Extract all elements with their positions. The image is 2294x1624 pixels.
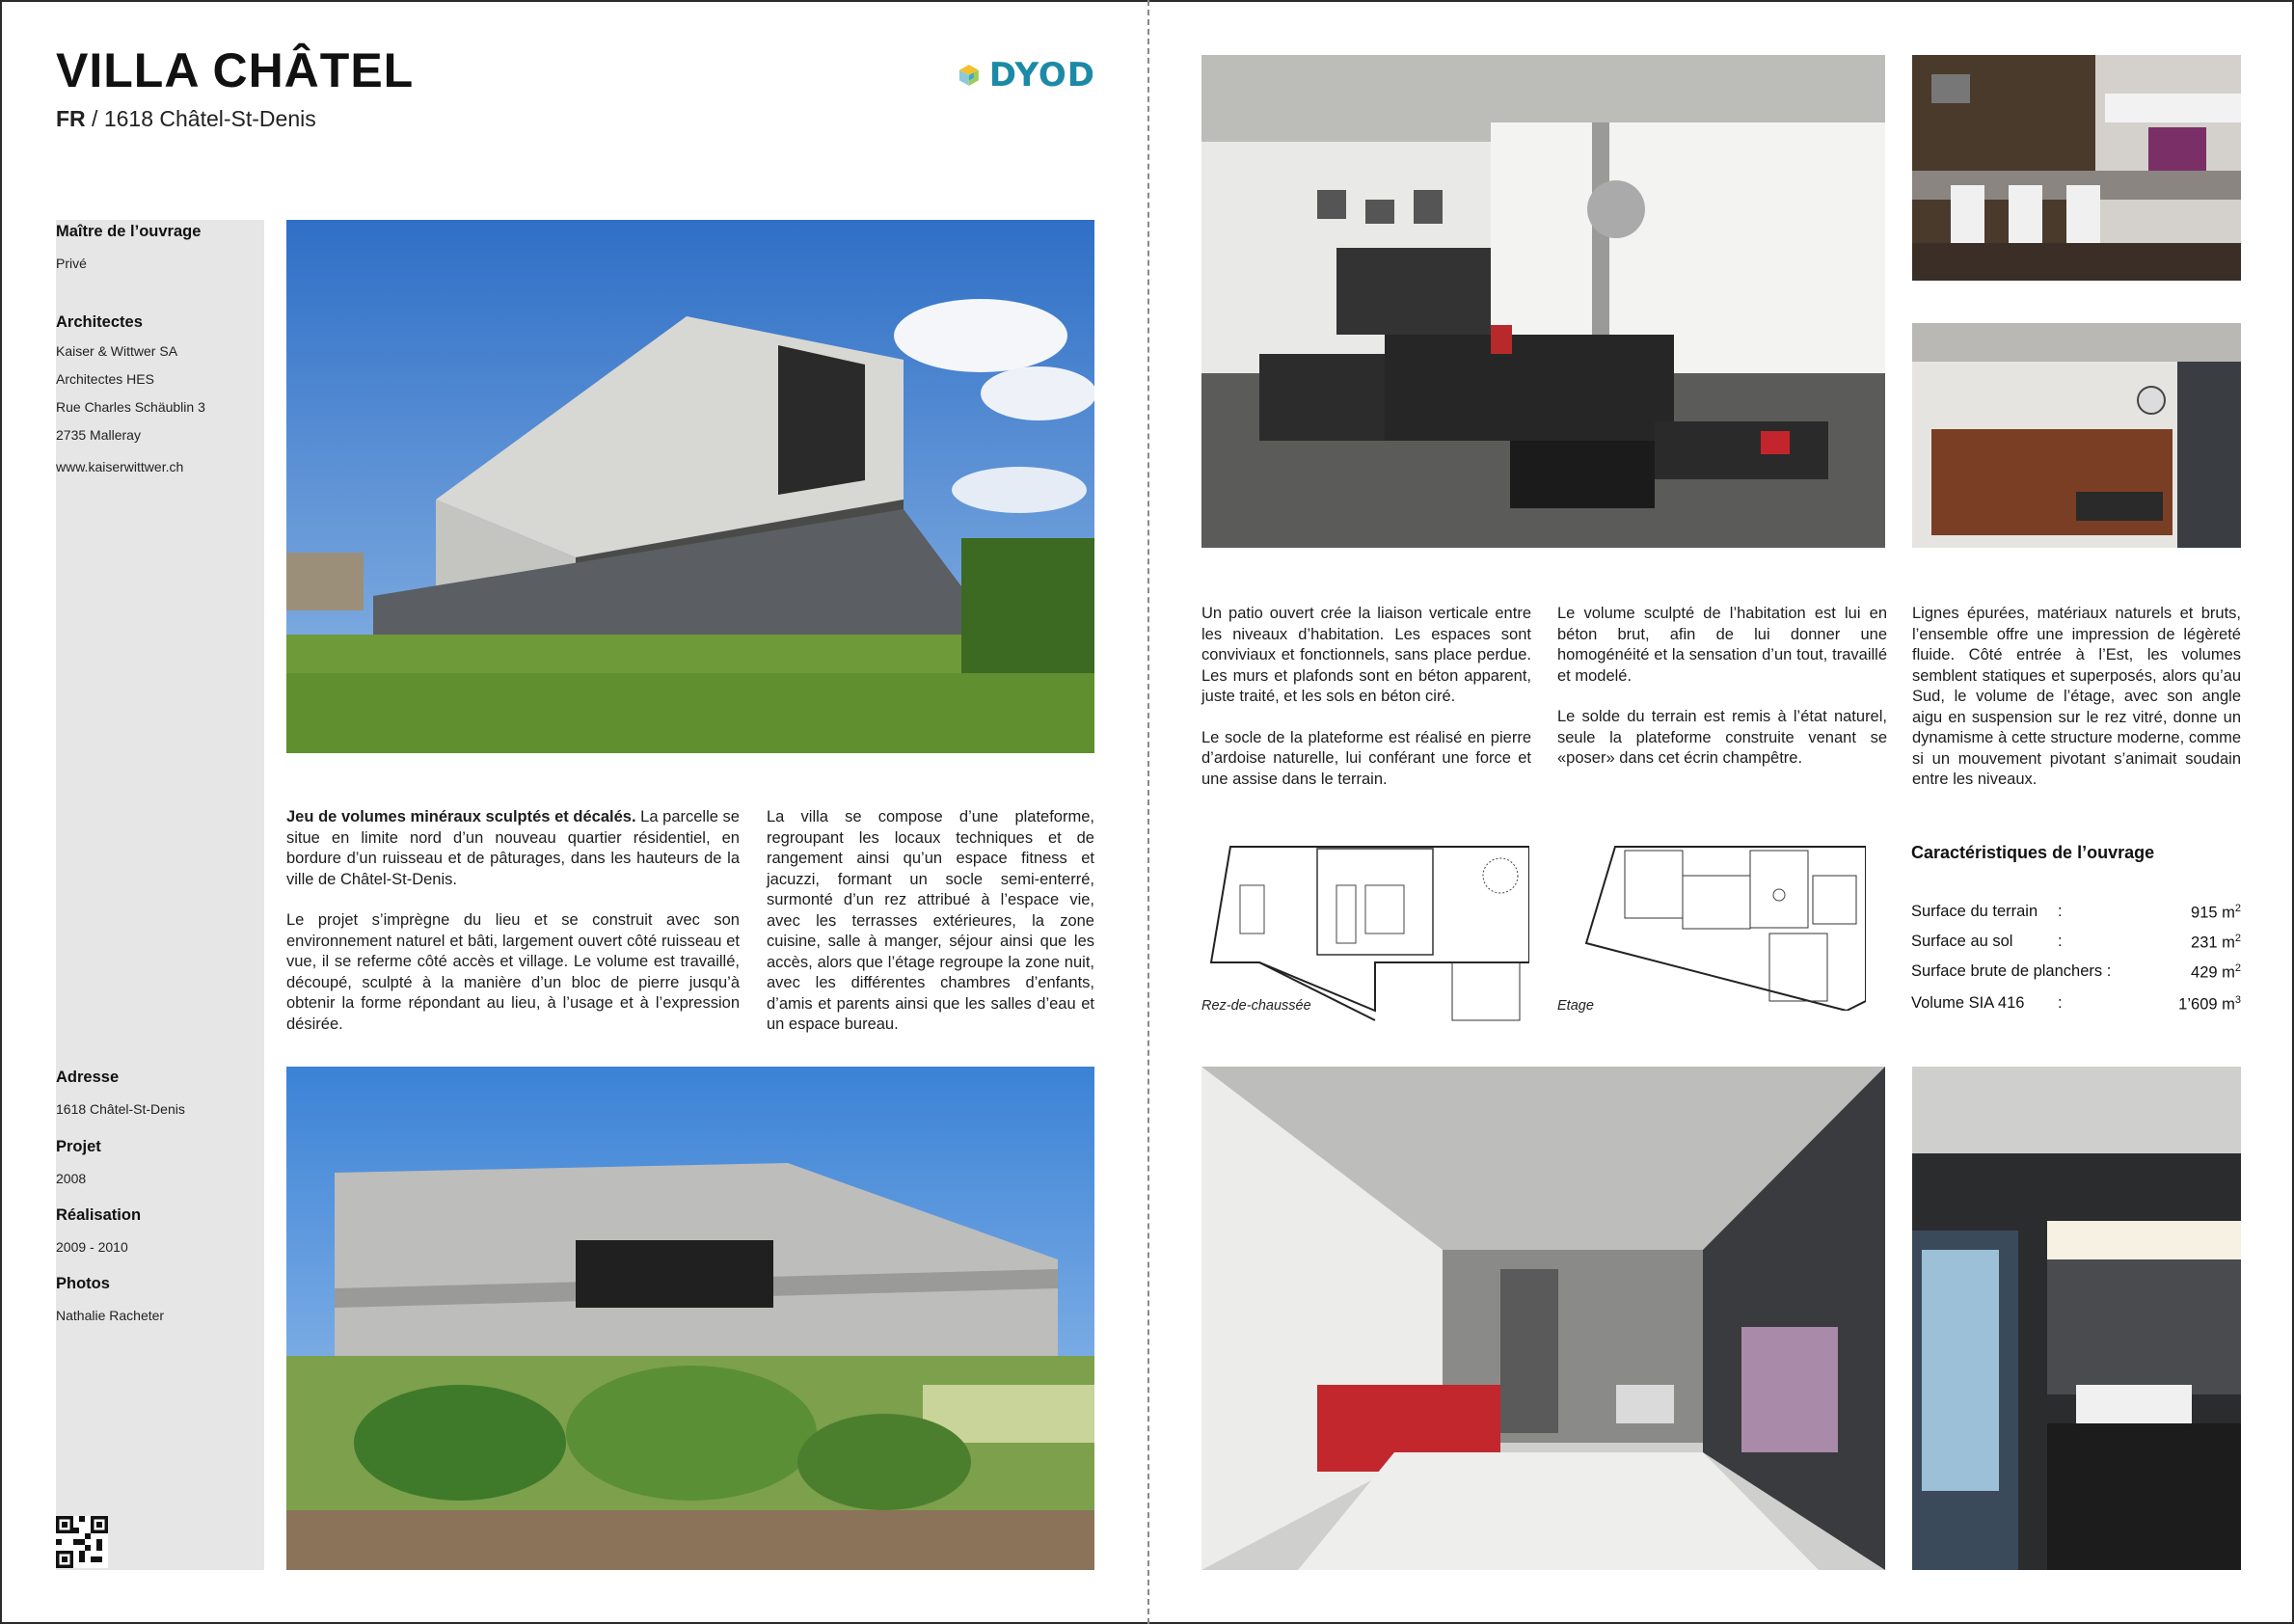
dyod-logo <box>958 48 1095 102</box>
paragraph: La parcelle se situe en limite nord d’un nouveau quartier résidentiel, en bordure d’un ruisseau et de pâturages, dans les hauteurs de la ville de Châtel-St-Denis. <box>286 808 740 888</box>
logo-text: DYOD <box>988 56 1095 95</box>
photos-label: Photos <box>56 1275 110 1292</box>
paragraph: Un patio ouvert crée la liaison verticale entre les niveaux d’habitation. Les espaces sont conviviaux et fonctionnels, sans place perdue. Les murs et plafonds sont en béton apparent, juste traité, et les sols en béton ciré. <box>1201 605 1531 705</box>
exterior-photo-stone-plinth <box>286 220 1094 753</box>
realisation-value: 2009 - 2010 <box>56 1239 128 1255</box>
paragraph: Lignes épurées, matériaux naturels et bruts, l’ensemble offre une impression de légèreté fluide. Côté entrée à l’Est, les volumes semblent statiques et superposés, alors qu’au Sud, le volume de l’étage, avec son angle aigu en suspension sur le rez vitré, donne un dynamisme à cette structure moderne, comme si un mouvement pivotant s’animait soudain entre les niveaux. <box>1912 605 2241 788</box>
location-text: / 1618 Châtel-St-Denis <box>85 106 316 131</box>
paragraph: Le solde du terrain est remis à l’état naturel, seule la plateforme construite venant se «poser» dans cet écrin champêtre. <box>1557 708 1887 767</box>
feature-colon: : <box>2058 933 2063 950</box>
feature-label: Volume SIA 416 <box>1911 994 2025 1012</box>
text-column-volume <box>1557 604 1887 770</box>
bedroom-photo <box>1201 1067 1885 1570</box>
bathroom-photo <box>1912 1067 2241 1570</box>
page-title: VILLA CHÂTEL <box>56 43 415 97</box>
paragraph: Le socle de la plateforme est réalisé en pierre d’ardoise naturelle, lui conférant une force et une assise dans le terrain. <box>1201 728 1531 788</box>
exterior-photo-concrete-volume <box>286 1067 1094 1570</box>
feature-label: Surface au sol <box>1911 933 2013 950</box>
upper-floor-caption: Etage <box>1557 998 1594 1014</box>
canton-code: FR <box>56 106 86 131</box>
feature-value: 915 $m^2$ <box>2191 903 2241 922</box>
upper-floor-plan <box>1577 837 1866 1011</box>
living-room-photo <box>1201 55 1885 548</box>
architects-line: Architectes HES <box>56 371 154 387</box>
owner-value: Privé <box>56 256 87 271</box>
cube-logo-icon <box>958 50 980 100</box>
architects-line: Rue Charles Schäublin 3 <box>56 399 205 415</box>
credits-sidebar <box>56 220 264 1570</box>
feature-label: Surface brute de planchers : <box>1911 962 2112 980</box>
project-value: 2008 <box>56 1171 87 1186</box>
feature-colon: : <box>2058 903 2063 920</box>
project-label: Projet <box>56 1138 101 1155</box>
paragraph: Le projet s’imprègne du lieu et se construit avec son environnement naturel et bâti, largement ouvert côté ruisseau et vue, il se referme côté accès et village. Le volume est travaillé, découpé, sculpté à la manière d’un bloc de pierre jusqu’à obtenir la forme répondant au lieu, à l’usage et à l’expression désirée. <box>286 911 740 1033</box>
location-subtitle <box>56 106 316 132</box>
lead-heading: Jeu de volumes minéraux sculptés et décalés. <box>286 808 636 826</box>
page-fold-divider <box>1147 0 1149 1624</box>
architects-line: Kaiser & Wittwer SA <box>56 343 178 359</box>
kitchen-photo <box>1912 55 2241 281</box>
owner-label: Maître de l’ouvrage <box>56 223 202 240</box>
text-column-intro <box>286 807 740 1035</box>
feature-value: 231 $m^2$ <box>2191 933 2241 952</box>
text-column-patio <box>1201 604 1531 790</box>
feature-label: Surface du terrain <box>1911 903 2038 920</box>
photos-value: Nathalie Racheter <box>56 1308 165 1323</box>
address-value: 1618 Châtel-St-Denis <box>56 1101 185 1117</box>
text-column-lines <box>1912 604 2241 791</box>
paragraph: Le volume sculpté de l’habitation est lui en béton brut, afin de lui donner une homogénéité et la sensation d’un tout, travaillé et modelé. <box>1557 605 1887 685</box>
features-title: Caractéristiques de l’ouvrage <box>1911 843 2155 862</box>
fireplace-photo <box>1912 323 2241 548</box>
feature-value: 1’609 $m^3$ <box>2178 994 2241 1014</box>
address-label: Adresse <box>56 1069 120 1086</box>
feature-colon: : <box>2058 994 2063 1012</box>
ground-floor-caption: Rez-de-chaussée <box>1201 998 1311 1014</box>
architects-website[interactable]: www.kaiserwittwer.ch <box>56 459 184 474</box>
architects-line: 2735 Malleray <box>56 427 141 443</box>
feature-value: 429 $m^2$ <box>2191 962 2241 982</box>
qr-code-icon[interactable] <box>56 1516 108 1568</box>
realisation-label: Réalisation <box>56 1206 142 1224</box>
paragraph: La villa se compose d’une plateforme, regroupant les locaux techniques et de rangement ainsi qu’un espace fitness et jacuzzi, formant un socle semi-enterré, surmonté d’un rez attribué à l’espace vie, avec les terrasses extérieures, la zone cuisine, salle à manger, séjour ainsi que les accès, alors que l’étage regroupe la zone nuit, avec les différentes chambres d’enfants, d’amis et parents ainsi que les salles d’eau et un espace bureau. <box>767 808 1094 1033</box>
text-column-composition <box>767 807 1094 1036</box>
architects-label: Architectes <box>56 313 143 331</box>
